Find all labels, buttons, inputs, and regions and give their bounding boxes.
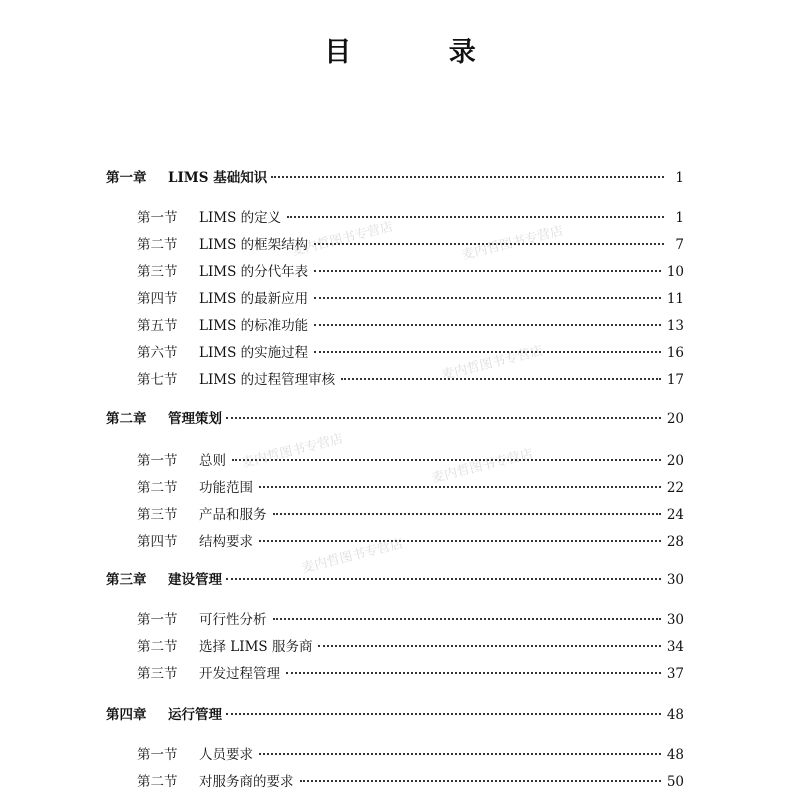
page-number: 17 bbox=[666, 372, 684, 388]
page-number: 1 bbox=[675, 170, 684, 186]
section-number: 第一节 bbox=[137, 210, 178, 226]
watermark: 麦内哲图书专营店 bbox=[300, 536, 405, 577]
page-number: 13 bbox=[666, 318, 684, 334]
dot-leader bbox=[271, 175, 664, 178]
section-number: 第三节 bbox=[137, 507, 178, 523]
section-title: LIMS 的分代年表 bbox=[199, 264, 309, 280]
page-number: 48 bbox=[666, 747, 684, 763]
section-title: LIMS 的实施过程 bbox=[199, 345, 309, 361]
section-entry[interactable] bbox=[137, 635, 684, 657]
page-number: 37 bbox=[666, 666, 684, 682]
section-title: 功能范围 bbox=[199, 480, 253, 496]
section-number: 第一节 bbox=[137, 453, 178, 469]
dot-leader bbox=[232, 458, 661, 461]
section-number: 第二节 bbox=[137, 480, 178, 496]
page-number: 24 bbox=[666, 507, 684, 523]
dot-leader bbox=[300, 779, 661, 782]
section-number: 第二节 bbox=[137, 237, 178, 253]
chapter-title: LIMS 基础知识 bbox=[168, 170, 268, 186]
section-title: LIMS 的定义 bbox=[199, 210, 282, 226]
page-number: 30 bbox=[666, 612, 684, 628]
page-number: 28 bbox=[666, 534, 684, 550]
chapter-number: 第一章 bbox=[106, 170, 147, 186]
page-number: 10 bbox=[666, 264, 684, 280]
dot-leader bbox=[314, 269, 661, 272]
section-entry[interactable] bbox=[137, 368, 684, 390]
page-number: 1 bbox=[675, 210, 684, 226]
section-entry[interactable] bbox=[137, 770, 684, 792]
chapter-title: 管理策划 bbox=[168, 411, 222, 427]
section-title: 人员要求 bbox=[199, 747, 253, 763]
dot-leader bbox=[259, 539, 661, 542]
dot-leader bbox=[226, 416, 661, 419]
chapter-number: 第四章 bbox=[106, 707, 147, 723]
section-entry[interactable] bbox=[137, 743, 684, 765]
section-entry[interactable] bbox=[137, 662, 684, 684]
section-number: 第四节 bbox=[137, 291, 178, 307]
page-number: 34 bbox=[666, 639, 684, 655]
section-number: 第七节 bbox=[137, 372, 178, 388]
page-number: 48 bbox=[666, 707, 684, 723]
section-number: 第六节 bbox=[137, 345, 178, 361]
watermark: 麦内哲图书专营店 bbox=[440, 343, 545, 384]
chapter-entry[interactable] bbox=[106, 166, 684, 188]
section-title: 结构要求 bbox=[199, 534, 253, 550]
chapter-entry[interactable] bbox=[106, 568, 684, 590]
section-number: 第一节 bbox=[137, 612, 178, 628]
section-entry[interactable] bbox=[137, 476, 684, 498]
dot-leader bbox=[226, 712, 661, 715]
section-title: 选择 LIMS 服务商 bbox=[199, 639, 313, 655]
section-entry[interactable] bbox=[137, 530, 684, 552]
section-number: 第一节 bbox=[137, 747, 178, 763]
chapter-number: 第三章 bbox=[106, 572, 147, 588]
dot-leader bbox=[318, 644, 660, 647]
page-number: 7 bbox=[675, 237, 684, 253]
section-title: LIMS 的过程管理审核 bbox=[199, 372, 336, 388]
chapter-entry[interactable] bbox=[106, 703, 684, 725]
section-number: 第五节 bbox=[137, 318, 178, 334]
page-number: 30 bbox=[666, 572, 684, 588]
section-entry[interactable] bbox=[137, 314, 684, 336]
dot-leader bbox=[286, 671, 661, 674]
chapter-number: 第二章 bbox=[106, 411, 147, 427]
section-entry[interactable] bbox=[137, 341, 684, 363]
section-title: 产品和服务 bbox=[199, 507, 267, 523]
dot-leader bbox=[314, 350, 661, 353]
dot-leader bbox=[273, 512, 661, 515]
dot-leader bbox=[314, 323, 661, 326]
section-title: 对服务商的要求 bbox=[199, 774, 294, 790]
section-title: LIMS 的最新应用 bbox=[199, 291, 309, 307]
dot-leader bbox=[226, 577, 661, 580]
watermark: 麦内哲图书专营店 bbox=[290, 219, 395, 260]
watermark: 麦内哲图书专营店 bbox=[460, 223, 565, 264]
page-title: 目 录 bbox=[324, 37, 520, 68]
watermark: 麦内哲图书专营店 bbox=[430, 446, 535, 487]
section-entry[interactable] bbox=[137, 287, 684, 309]
page-number: 11 bbox=[666, 291, 684, 307]
section-number: 第三节 bbox=[137, 666, 178, 682]
dot-leader bbox=[341, 377, 661, 380]
section-entry[interactable] bbox=[137, 503, 684, 525]
chapter-title: 运行管理 bbox=[168, 707, 222, 723]
watermark: 麦内哲图书专营店 bbox=[240, 431, 345, 472]
section-entry[interactable] bbox=[137, 608, 684, 630]
section-entry[interactable] bbox=[137, 260, 684, 282]
dot-leader bbox=[314, 242, 664, 245]
chapter-entry[interactable] bbox=[106, 407, 684, 429]
section-title: 开发过程管理 bbox=[199, 666, 280, 682]
section-title: LIMS 的标准功能 bbox=[199, 318, 309, 334]
dot-leader bbox=[287, 215, 664, 218]
chapter-title: 建设管理 bbox=[168, 572, 222, 588]
page-number: 22 bbox=[666, 480, 684, 496]
section-number: 第三节 bbox=[137, 264, 178, 280]
section-number: 第二节 bbox=[137, 639, 178, 655]
section-title: 总则 bbox=[199, 453, 226, 469]
page-number: 20 bbox=[666, 411, 684, 427]
section-entry[interactable] bbox=[137, 449, 684, 471]
dot-leader bbox=[314, 296, 661, 299]
section-entry[interactable] bbox=[137, 206, 684, 228]
section-entry[interactable] bbox=[137, 233, 684, 255]
dot-leader bbox=[259, 752, 661, 755]
section-title: 可行性分析 bbox=[199, 612, 267, 628]
page-number: 16 bbox=[666, 345, 684, 361]
page-number: 50 bbox=[666, 774, 684, 790]
section-number: 第四节 bbox=[137, 534, 178, 550]
section-title: LIMS 的框架结构 bbox=[199, 237, 309, 253]
dot-leader bbox=[273, 617, 661, 620]
page-number: 20 bbox=[666, 453, 684, 469]
section-number: 第二节 bbox=[137, 774, 178, 790]
dot-leader bbox=[259, 485, 661, 488]
